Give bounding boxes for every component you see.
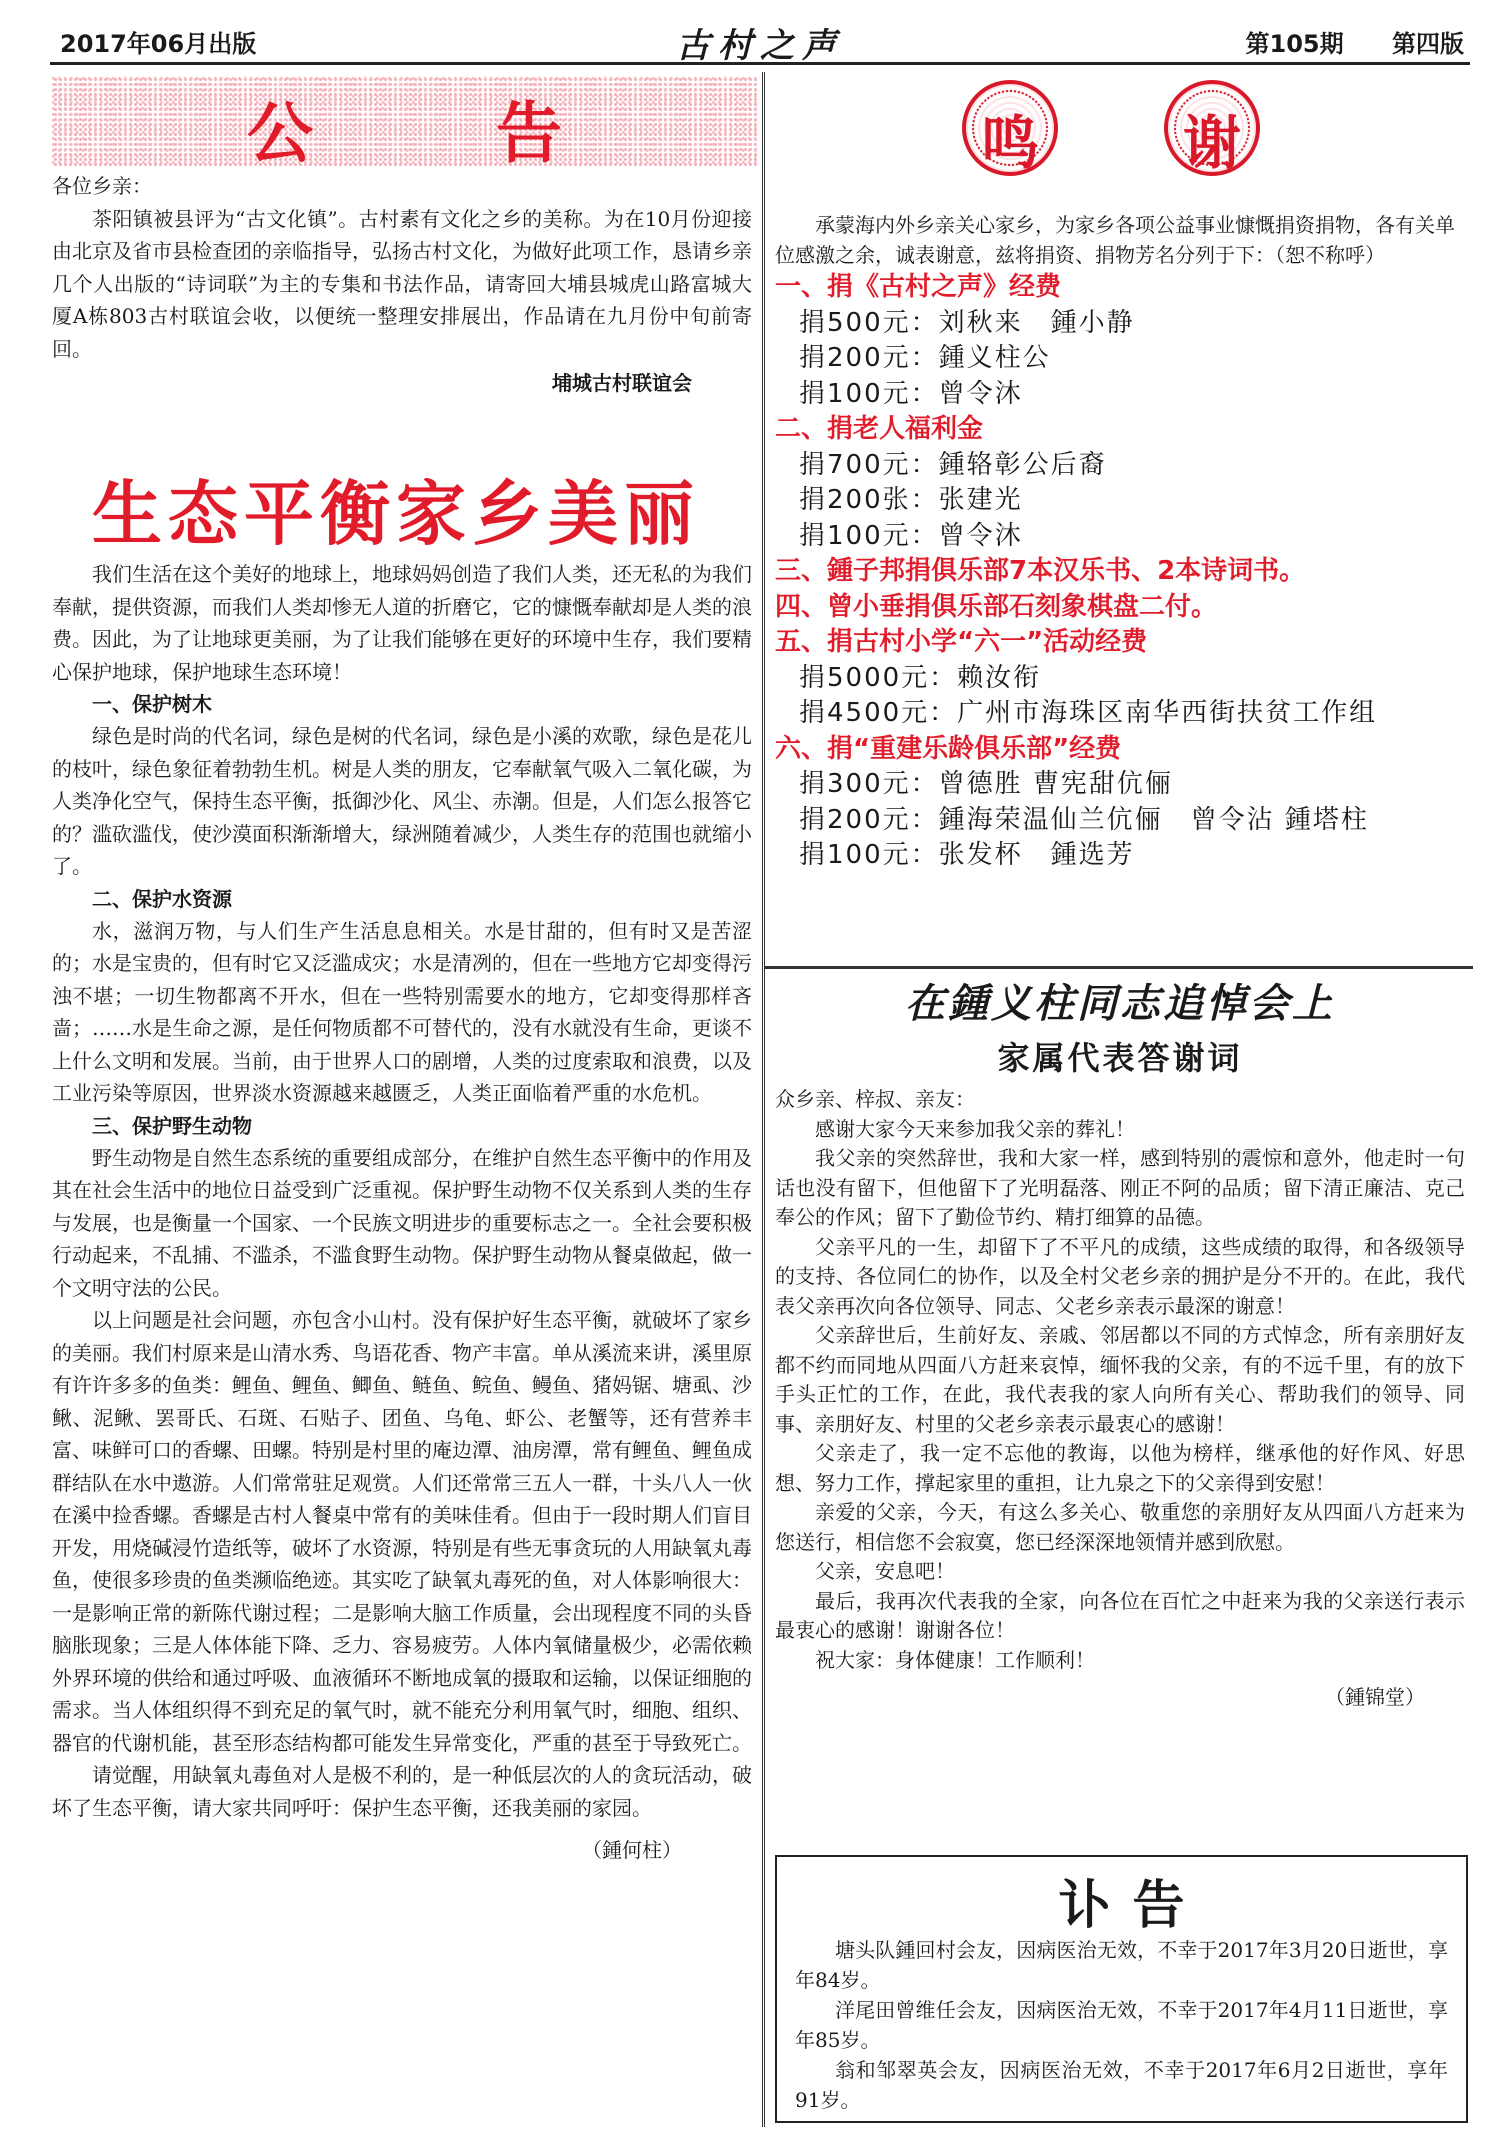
donation-item: 捐200元：鍾义柱公 [799, 343, 1051, 373]
notice-body: 茶阳镇被县评为“古文化镇”。古村素有文化之乡的美称。为在10月份迎接由北京及省市县检查团的亲临指导，弘扬古村文化，为做好此项工作，恳请乡亲几个人出版的“诗词联”为主的专集和书法作品，请寄回大埔县城虎山路富城大厦A栋803古村联谊会收，以便统一整理安排展出，作品请在九月份中旬前寄回。 [52, 206, 752, 361]
issue-number: 第105期 [1245, 30, 1344, 58]
thanks-intro-wrap [775, 210, 1465, 270]
donation-item: 捐300元：曾德胜 曹宪甜伉俪 [799, 769, 1173, 799]
donation-heading-2: 二、捐老人福利金 [775, 414, 984, 444]
eco-section-3-title: 三、保护野生动物 [92, 1113, 252, 1138]
memorial-paragraph: 感谢大家今天来参加我父亲的葬礼！ [815, 1116, 1135, 1141]
memorial-paragraph: 父亲辞世后，生前好友、亲戚、邻居都以不同的方式悼念，所有亲朋好友都不约而同地从四面八方赶来哀悼，缅怀我的父亲，有的不远千里，有的放下手头正忙的工作，在此，我代表我的家人向所有关心、帮助我们的领导、同事、亲朋好友、村里的父老乡亲表示最衷心的感谢！ [775, 1323, 1465, 1436]
obituary-body [795, 1935, 1448, 2115]
obituary-box [775, 1855, 1468, 2123]
eco-article-title: 生态平衡家乡美丽 [92, 473, 700, 555]
memorial-paragraph: 祝大家：身体健康！工作顺利！ [815, 1647, 1095, 1672]
notice-salutation: 各位乡亲： [52, 174, 152, 198]
memorial-paragraph: 父亲走了，我一定不忘他的教诲，以他为榜样，继承他的好作风、好思想、努力工作，撑起家里的重担，让九泉之下的父亲得到安慰！ [775, 1441, 1465, 1495]
memorial-paragraph: 父亲平凡的一生，却留下了不平凡的成绩，这些成绩的取得，和各级领导的支持、各位同仁的协作，以及全村父老乡亲的拥护是分不开的。在此，我代表父亲再次向各位领导、同志、父老乡亲表示最深的谢意！ [775, 1234, 1465, 1318]
page-header [50, 18, 1470, 66]
seal-char-1: 鸣 [980, 109, 1039, 177]
section-divider [765, 966, 1473, 969]
obituary-entry: 翁和邹翠英会友，因病医治无效，不幸于2017年6月2日逝世，享年91岁。 [795, 2058, 1448, 2112]
donation-heading-3: 三、鍾子邦捐俱乐部7本汉乐书、2本诗词书。 [775, 556, 1306, 586]
eco-call-paragraph: 请觉醒，用缺氧丸毒鱼对人是极不利的，是一种低层次的人的贪玩活动，破坏了生态平衡，请大家共同呼吁：保护生态平衡，还我美丽的家园。 [52, 1763, 752, 1820]
notice-section [52, 170, 752, 400]
memorial-paragraph: 最后，我再次代表我的全家，向各位在百忙之中赶来为我的父亲送行表示最衷心的感谢！谢谢各位！ [775, 1588, 1465, 1642]
thanks-seal-2 [1164, 80, 1260, 176]
eco-section-2-body: 水，滋润万物，与人们生产生活息息相关。水是甘甜的，但有时又是苦涩的；水是宝贵的，但有时它又泛滥成灾；水是清冽的，但在一些地方它却变得污浊不堪；一切生物都离不开水，但在一些特别需要水的地方，它却变得那样吝啬；……水是生命之源，是任何物质都不可替代的，没有水就没有生命，更谈不上什么文明和发展。当前，由于世界人口的剧增，人类的过度索取和浪费，以及工业污染等原因，世界淡水资源越来越匮乏，人类正面临着严重的水危机。 [52, 918, 752, 1105]
masthead: 古村之声 [676, 26, 844, 66]
obituary-entry: 洋尾田曾维任会友，因病医治无效，不幸于2017年4月11日逝世，享年85岁。 [795, 1998, 1448, 2052]
obituary-entry: 塘头队鍾回村会友，因病医治无效，不幸于2017年3月20日逝世，享年84岁。 [795, 1938, 1448, 1992]
eco-section-2-title: 二、保护水资源 [92, 886, 232, 911]
thanks-intro: 承蒙海内外乡亲关心家乡，为家乡各项公益事业慷慨捐资捐物，各有关单位感激之余，诚表谢意，兹将捐资、捐物芳名分列于下：（恕不称呼） [775, 213, 1455, 267]
donation-item: 捐700元：鍾辂彰公后裔 [799, 449, 1107, 480]
donation-heading-1: 一、捐《古村之声》经费 [775, 272, 1062, 302]
memorial-paragraph: 我父亲的突然辞世，我和大家一样，感到特别的震惊和意外，他走时一句话也没有留下，但他留下了光明磊落、刚正不阿的品质；留下清正廉洁、克己奉公的作风；留下了勤俭节约、精打细算的品德。 [775, 1146, 1465, 1229]
donation-item: 捐5000元：赖汝衔 [799, 662, 1042, 693]
memorial-subtitle: 家属代表答谢词 [997, 1039, 1243, 1077]
donation-item: 捐100元：张发杯 鍾选芳 [799, 840, 1135, 870]
donation-heading-4: 四、曾小垂捐俱乐部石刻象棋盘二付。 [775, 591, 1218, 622]
donation-item: 捐4500元：广州市海珠区南华西街扶贫工作组 [799, 698, 1378, 728]
seal-char-2: 谢 [1182, 109, 1241, 177]
thanks-seal-1 [962, 80, 1058, 176]
memorial-body [775, 1085, 1465, 1675]
page-number: 第四版 [1392, 30, 1464, 58]
column-divider [762, 72, 765, 2127]
eco-intro: 我们生活在这个美好的地球上，地球妈妈创造了我们人类，还无私的为我们奉献，提供资源，而我们人类却惨无人道的折磨它，它的慷慨奉献却是人类的浪费。因此，为了让地球更美丽，为了让我们能够在更好的环境中生存，我们要精心保护地球，保护地球生态环境！ [52, 562, 752, 684]
donation-heading-5: 五、捐古村小学“六一”活动经费 [775, 627, 1148, 657]
eco-section-1-title: 一、保护树木 [92, 692, 212, 716]
memorial-section [775, 972, 1465, 1710]
eco-author: （鍾何柱） [582, 1838, 682, 1862]
donation-item: 捐200张：张建光 [799, 485, 1023, 515]
notice-title-banner [52, 76, 757, 172]
eco-article [52, 558, 752, 1867]
donation-item: 捐200元：鍾海荣温仙兰伉俪 曾令沾 鍾塔柱 [799, 804, 1369, 835]
memorial-paragraph: 父亲，安息吧！ [815, 1559, 955, 1583]
memorial-salutation: 众乡亲、梓叔、亲友： [775, 1087, 975, 1111]
issue-info [1206, 24, 1464, 59]
memorial-title: 在鍾义柱同志追悼会上 [905, 981, 1335, 1027]
donation-heading-6: 六、捐“重建乐龄俱乐部”经费 [775, 733, 1122, 764]
eco-village-paragraph: 以上问题是社会问题，亦包含小山村。没有保护好生态平衡，就破坏了家乡的美丽。我们村原来是山清水秀、鸟语花香、物产丰富。单从溪流来讲，溪里原有许许多多的鱼类：鲤鱼、鲤鱼、鲫鱼、鲢鱼、鲩鱼、鳗鱼、猪妈锯、塘虱、沙鳅、泥鳅、罢哥氏、石斑、石贴子、团鱼、乌龟、虾公、老蟹等，还有营养丰富、味鲜可口的香螺、田螺。特别是村里的庵边潭、油房潭，常有鲤鱼、鲤鱼成群结队在水中遨游。人们常常驻足观赏。人们还常常三五人一群，十头八人一伙在溪中捡香螺。香螺是古村人餐桌中常有的美味佳肴。但由于一段时期人们盲目开发，用烧碱浸竹造纸等，破坏了水资源，特别是有些无事贪玩的人用缺氧丸毒鱼，使很多珍贵的鱼类濒临绝迹。其实吃了缺氧丸毒死的鱼，对人体影响很大：一是影响正常的新陈代谢过程；二是影响大脑工作质量，会出现程度不同的头昏脑胀现象；三是人体体能下降、乏力、容易疲劳。人体内氧储量极少，必需依赖外界环境的供给和通过呼吸、血液循环不断地成氧的摄取和运输，以保证细胞的需求。当人体组织得不到充足的氧气时，就不能充分利用氧气时，细胞、组织、器官的代谢机能，甚至形态结构都可能发生异常变化，严重的甚至于导致死亡。 [52, 1308, 752, 1755]
eco-section-1-body: 绿色是时尚的代名词，绿色是树的代名词，绿色是小溪的欢歌，绿色是花儿的枝叶，绿色象征着勃勃生机。树是人类的朋友，它奉献氧气吸入二氧化碳，为人类净化空气，保持生态平衡，抵御沙化、风尘、赤潮。但是，人们怎么报答它的？滥砍滥伐，使沙漠面积渐渐增大，绿洲随着减少，人类生存的范围也就缩小了。 [52, 724, 752, 878]
header-rule [50, 62, 1470, 65]
notice-signature: 埔城古村联谊会 [552, 371, 692, 395]
thanks-section [775, 210, 1465, 874]
edition-date: 2017年06月出版 [60, 30, 257, 58]
eco-section-3-body: 野生动物是自然生态系统的重要组成部分，在维护自然生态平衡中的作用及其在社会生活中的地位日益受到广泛重视。保护野生动物不仅关系到人类的生存与发展，也是衡量一个国家、一个民族文明进步的重要标志之一。全社会要积极行动起来，不乱捕、不滥杀，不滥食野生动物。保护野生动物从餐桌做起，做一个文明守法的公民。 [52, 1145, 752, 1300]
memorial-author: （鍾锦堂） [1325, 1685, 1425, 1709]
donation-item: 捐100元：曾令沐 [799, 378, 1023, 409]
donation-item: 捐500元：刘秋来 鍾小静 [799, 307, 1135, 338]
memorial-paragraph: 亲爱的父亲，今天，有这么多关心、敬重您的亲朋好友从四面八方赶来为您送行，相信您不会寂寞，您已经深深地领情并感到欣慰。 [775, 1500, 1465, 1554]
notice-title: 公 告 [247, 95, 642, 172]
obituary-title: 讣告 [1058, 1876, 1207, 1936]
donation-item: 捐100元：曾令沐 [799, 520, 1023, 551]
